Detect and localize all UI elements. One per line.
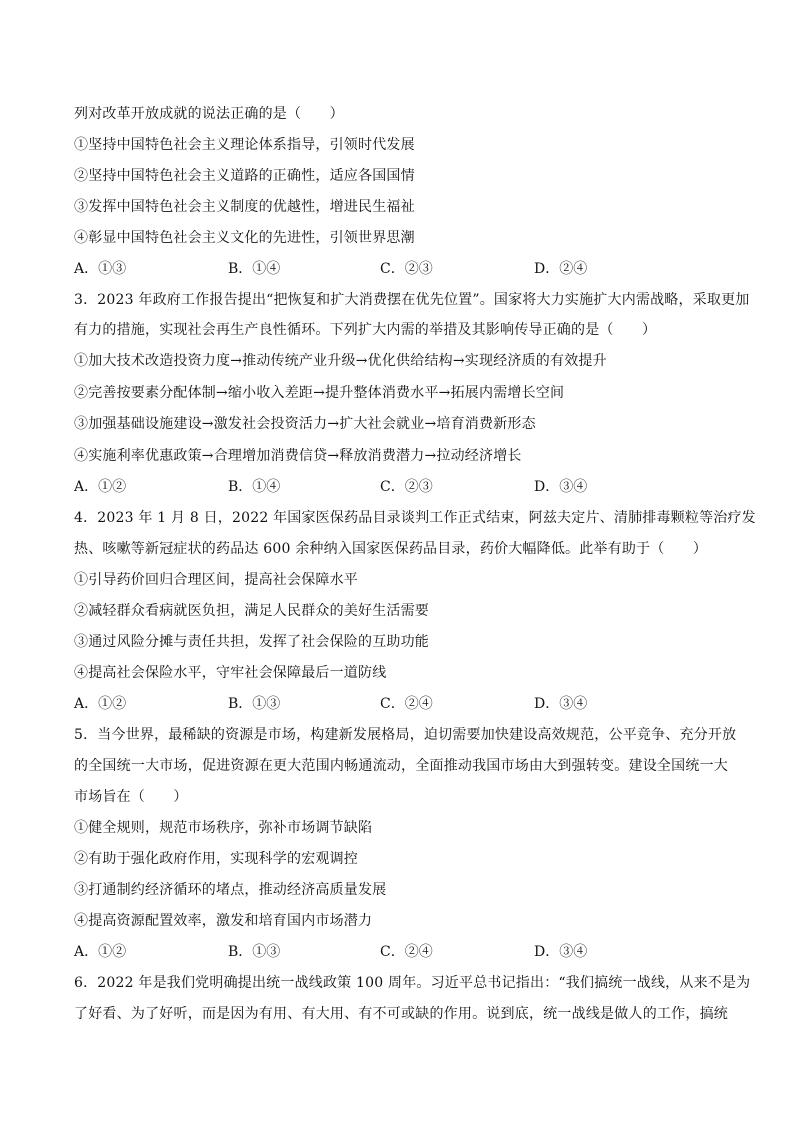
q2-option-1: ①坚持中国特色社会主义理论体系指导，引领时代发展 (74, 137, 415, 153)
q4-option-1: ①引导药价回归合理区间，提高社会保障水平 (74, 572, 358, 588)
q4-option-4: ④提高社会保险水平，守牢社会保障最后一道防线 (74, 665, 387, 681)
q3-choice-b[interactable]: B．①④ (228, 479, 281, 495)
q4-choice-d[interactable]: D．③④ (534, 696, 588, 712)
q5-option-3: ③打通制约经济循环的堵点，推动经济高质量发展 (74, 882, 387, 898)
q3-choice-a[interactable]: A．①② (74, 479, 127, 495)
q3-stem-line-2: 有力的措施，实现社会再生产良性循环。下列扩大内需的举措及其影响传导正确的是（ ） (74, 322, 657, 338)
q2-choices (74, 259, 734, 279)
q3-option-3: ③加强基础设施建设→激发社会投资活力→扩大社会就业→培育消费新形态 (74, 416, 536, 432)
q4-stem-line-1: 4．2023 年 1 月 8 日，2022 年国家医保药品目录谈判工作正式结束，阿兹夫定片、清肺排毒颗粒等治疗发 (74, 510, 756, 526)
q4-choice-c[interactable]: C．②④ (380, 696, 433, 712)
q2-option-4: ④彰显中国特色社会主义文化的先进性，引领世界思潮 (74, 230, 415, 246)
q4-stem-line-2: 热、咳嗽等新冠症状的药品达 600 余种纳入国家医保药品目录，药价大幅降低。此举有助于（ ） (74, 541, 708, 557)
q5-choice-b[interactable]: B．①③ (228, 944, 281, 960)
q2-choice-c[interactable]: C．②③ (380, 261, 433, 277)
q5-option-4: ④提高资源配置效率，激发和培育国内市场潜力 (74, 913, 373, 929)
q4-choice-a[interactable]: A．①② (74, 696, 127, 712)
q5-stem-line-3: 市场旨在（ ） (74, 789, 188, 805)
q5-option-2: ②有助于强化政府作用，实现科学的宏观调控 (74, 851, 358, 867)
q5-stem-line-2: 的全国统一大市场，促进资源在更大范围内畅通流动，全面推动我国市场由大到强转变。建设全国统一大 (74, 758, 728, 774)
q5-stem-line-1: 5．当今世界，最稀缺的资源是市场，构建新发展格局，迫切需要加快建设高效规范，公平竞争、充分开放 (74, 727, 737, 743)
q6-stem-line-1: 6．2022 年是我们党明确提出统一战线政策 100 周年。习近平总书记指出：“我们搞统一战线，从来不是为 (74, 975, 751, 991)
q4-option-3: ③通过风险分摊与责任共担，发挥了社会保险的互助功能 (74, 634, 429, 650)
q3-choices (74, 477, 734, 497)
q4-option-2: ②减轻群众看病就医负担，满足人民群众的美好生活需要 (74, 603, 429, 619)
q5-choices (74, 942, 734, 962)
q3-option-1: ①加大技术改造投资力度→推动传统产业升级→优化供给结构→实现经济质的有效提升 (74, 353, 607, 369)
q5-choice-d[interactable]: D．③④ (534, 944, 588, 960)
q3-choice-d[interactable]: D．③④ (534, 479, 588, 495)
q2-stem: 列对改革开放成就的说法正确的是（ ） (74, 106, 344, 122)
q4-choice-b[interactable]: B．①③ (228, 696, 281, 712)
q5-choice-c[interactable]: C．②④ (380, 944, 433, 960)
q5-option-1: ①健全规则，规范市场秩序，弥补市场调节缺陷 (74, 820, 373, 836)
q2-option-3: ③发挥中国特色社会主义制度的优越性，增进民生福祉 (74, 199, 415, 215)
q3-option-2: ②完善按要素分配体制→缩小收入差距→提升整体消费水平→拓展内需增长空间 (74, 385, 565, 401)
q3-stem-line-1: 3．2023 年政府工作报告提出“把恢复和扩大消费摆在优先位置”。国家将大力实施扩大内需战略，采取更加 (74, 292, 750, 308)
q2-choice-a[interactable]: A．①③ (74, 261, 127, 277)
q6-stem-line-2: 了好看、为了好听，而是因为有用、有大用、有不可或缺的作用。说到底，统一战线是做人的工作，搞统 (74, 1006, 728, 1022)
q2-option-2: ②坚持中国特色社会主义道路的正确性，适应各国国情 (74, 168, 415, 184)
q3-choice-c[interactable]: C．②③ (380, 479, 433, 495)
q5-choice-a[interactable]: A．①② (74, 944, 127, 960)
q2-choice-d[interactable]: D．②④ (534, 261, 588, 277)
q4-choices (74, 694, 734, 714)
q3-option-4: ④实施利率优惠政策→合理增加消费信贷→释放消费潜力→拉动经济增长 (74, 448, 522, 464)
q2-choice-b[interactable]: B．①④ (228, 261, 281, 277)
